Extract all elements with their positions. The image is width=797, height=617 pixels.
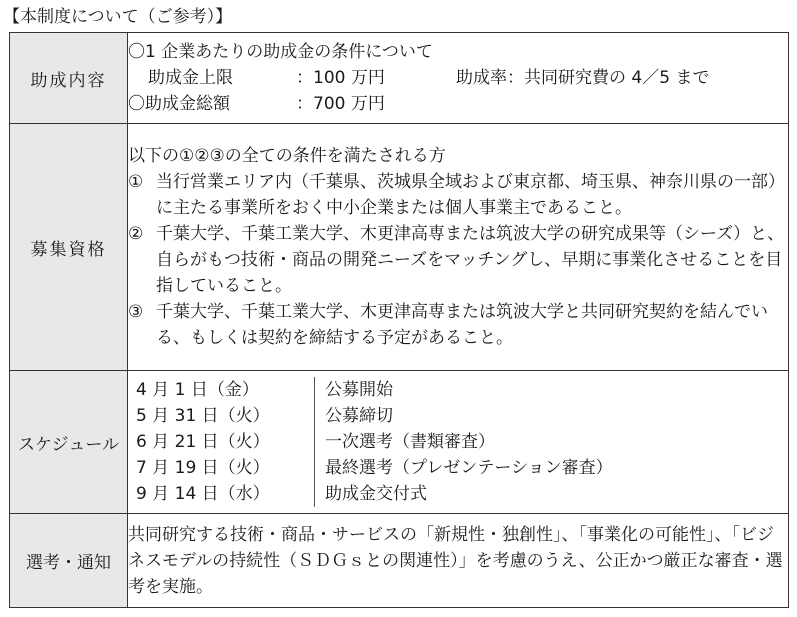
grant-total-line [128, 91, 788, 117]
eligibility-item-text: 千葉大学、千葉工業大学、木更津高専または筑波大学の研究成果等（シーズ）と、自らがもつ技術・商品の開発ニーズをマッチングし、早期に事業化させることを目指していること。 [156, 224, 785, 296]
schedule-event: 公募締切 [325, 406, 393, 426]
eligibility-label: 募集資格 [10, 124, 128, 371]
schedule-entry [136, 403, 613, 429]
schedule-list [136, 377, 613, 507]
selection-content [128, 514, 789, 608]
grant-row [10, 33, 789, 124]
page-heading: 【本制度について（ご参考）】 [3, 7, 233, 27]
grant-rate: 助成率：共同研究費の 4／5 まで [456, 68, 710, 88]
program-info-table [9, 32, 789, 608]
grant-limit-line [128, 65, 788, 91]
eligibility-item-number: ② [128, 224, 144, 244]
schedule-date: 7 月 19 日（火） [136, 455, 315, 481]
eligibility-item-text: 当行営業エリア内（千葉県、茨城県全域および東京都、埼玉県、神奈川県の一部）に主たる事業所をおく中小企業または個人事業主であること。 [156, 172, 785, 218]
selection-label: 選考・通知 [10, 514, 128, 608]
selection-text: 共同研究する技術・商品・サービスの「新規性・独創性」、「事業化の可能性」、「ビジネスモデルの持続性（ＳＤＧｓとの関連性）」を考慮のうえ、公正かつ厳正な審査・選考を実施。 [128, 524, 783, 597]
eligibility-intro: 以下の①②③の全ての条件を満たされる方 [128, 146, 446, 166]
schedule-entry [136, 455, 613, 481]
grant-limit-label: 助成金上限 [148, 68, 233, 88]
schedule-event: 公募開始 [325, 380, 393, 400]
schedule-event: 最終選考（プレゼンテーション審査） [325, 458, 613, 478]
schedule-date: 4 月 1 日（金） [136, 377, 315, 403]
grant-total-value: ：700 万円 [296, 94, 385, 114]
schedule-label: スケジュール [10, 371, 128, 514]
grant-content [128, 33, 789, 124]
schedule-entry [136, 429, 613, 455]
eligibility-item-number: ③ [128, 302, 144, 322]
grant-total-label: 〇助成金総額 [128, 94, 230, 114]
eligibility-item [128, 221, 788, 299]
schedule-entry [136, 481, 613, 507]
grant-conditions-line: 〇1 企業あたりの助成金の条件について [128, 42, 433, 62]
schedule-event: 一次選考（書類審査） [325, 432, 495, 452]
eligibility-item [128, 299, 788, 351]
eligibility-row [10, 124, 789, 371]
schedule-date: 9 月 14 日（水） [136, 481, 315, 507]
grant-label: 助成内容 [10, 33, 128, 124]
eligibility-item [128, 169, 788, 221]
eligibility-item-text: 千葉大学、千葉工業大学、木更津高専または筑波大学と共同研究契約を結んでいる、もしくは契約を締結する予定があること。 [156, 302, 768, 348]
eligibility-content [128, 124, 789, 371]
schedule-content [128, 371, 789, 514]
eligibility-item-number: ① [128, 172, 144, 192]
grant-limit-value: ：100 万円 [296, 68, 385, 88]
selection-row [10, 514, 789, 608]
schedule-date: 5 月 31 日（火） [136, 403, 315, 429]
schedule-date: 6 月 21 日（火） [136, 429, 315, 455]
schedule-row [10, 371, 789, 514]
schedule-entry [136, 377, 613, 403]
schedule-event: 助成金交付式 [325, 484, 427, 504]
